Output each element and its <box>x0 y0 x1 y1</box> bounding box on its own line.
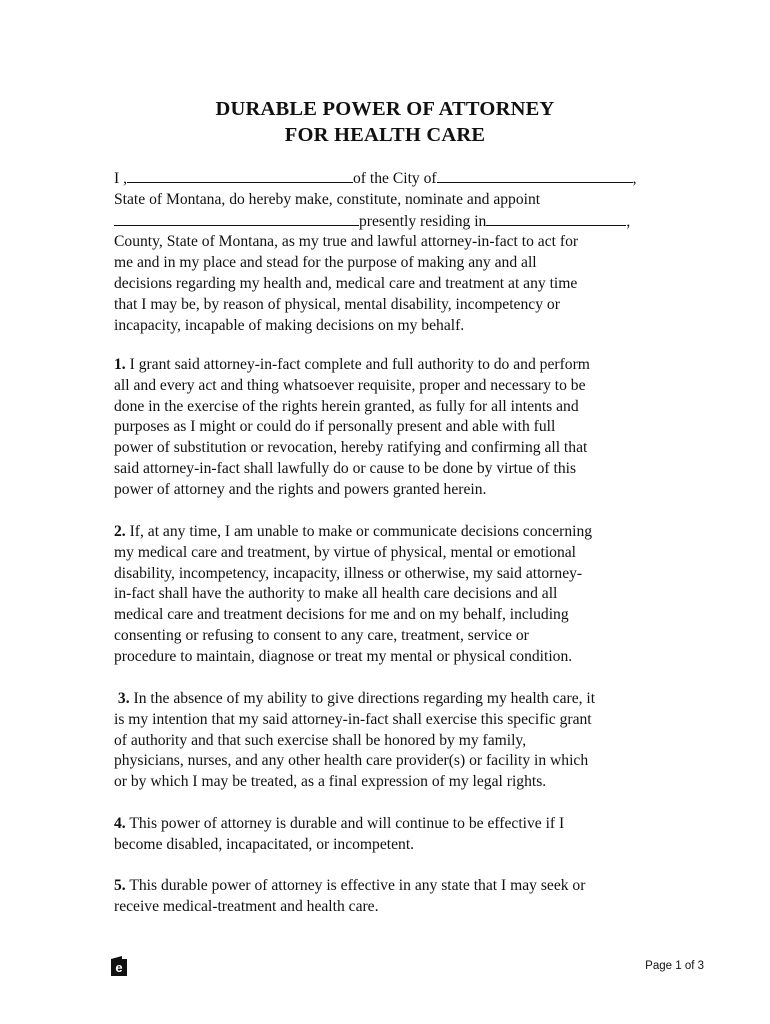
section-number: 3. <box>117 690 130 707</box>
intro-line-6: decisions regarding my health and, medical care and treatment at any time <box>114 274 578 292</box>
name-blank[interactable] <box>127 168 353 183</box>
document-title-line2: FOR HEALTH CARE <box>284 124 486 146</box>
section-line: consenting or refusing to consent to any care, treatment, service or <box>114 626 529 644</box>
section-1 <box>114 355 659 501</box>
section-line: become disabled, incapacitated, or incompetent. <box>114 835 415 853</box>
section-line: is my intention that my said attorney-in-fact shall exercise this specific grant <box>114 710 592 728</box>
section-text: This power of attorney is durable and will continue to be effective if I <box>125 815 565 832</box>
section-line <box>114 355 659 376</box>
section-line: medical care and treatment decisions for me and on my behalf, including <box>114 606 569 624</box>
section-text: I grant said attorney-in-fact complete and full authority to do and perform <box>125 356 590 373</box>
intro-comma-1: , <box>632 170 637 187</box>
intro-text-i: I , <box>114 170 127 187</box>
eforms-logo-icon <box>111 956 127 976</box>
section-line: of authority and that such exercise shall be honored by my family, <box>114 731 527 749</box>
section-3 <box>114 689 659 793</box>
section-line <box>114 689 659 710</box>
section-line <box>114 814 659 835</box>
section-line: receive medical-treatment and health care. <box>114 897 379 915</box>
intro-line-5: me and in my place and stead for the purpose of making any and all <box>114 254 537 272</box>
intro-line-8: incapacity, incapable of making decisions on my behalf. <box>114 316 465 334</box>
section-line: disability, incompetency, incapacity, illness or otherwise, my said attorney- <box>114 564 583 582</box>
section-line: purposes as I might or could do if personally present and able with full <box>114 418 556 436</box>
section-text: If, at any time, I am unable to make or communicate decisions concerning <box>125 523 593 540</box>
section-number: 5. <box>114 877 126 894</box>
section-line <box>114 522 659 543</box>
section-line: or by which I may be treated, as a final expression of my legal rights. <box>114 773 547 791</box>
svg-text:e: e <box>115 960 123 975</box>
document-title-line1: DURABLE POWER OF ATTORNEY <box>215 98 555 120</box>
section-line: physicians, nurses, and any other health care provider(s) or facility in which <box>114 752 589 770</box>
section-line: done in the exercise of the rights herein granted, as fully for all intents and <box>114 397 579 415</box>
section-2 <box>114 522 659 668</box>
section-line: power of attorney and the rights and powers granted herein. <box>114 480 487 498</box>
section-number: 4. <box>114 815 126 832</box>
intro-line-4: County, State of Montana, as my true and lawful attorney-in-fact to act for <box>114 233 579 251</box>
section-number: 2. <box>114 523 126 540</box>
intro-text-residing: presently residing in <box>359 212 487 230</box>
section-line: procedure to maintain, diagnose or treat my mental or physical condition. <box>114 647 573 665</box>
section-4 <box>114 814 659 856</box>
section-number: 1. <box>114 356 126 373</box>
section-line: all and every act and thing whatsoever requisite, proper and necessary to be <box>114 376 586 394</box>
section-line: my medical care and treatment, by virtue of physical, mental or emotional <box>114 543 577 561</box>
intro-line-3 <box>114 211 659 233</box>
intro-comma-2: , <box>626 212 631 230</box>
attorney-name-blank[interactable] <box>114 211 359 226</box>
section-line: said attorney-in-fact shall lawfully do or cause to be done by virtue of this <box>114 459 577 477</box>
intro-line-2: State of Montana, do hereby make, constitute, nominate and appoint <box>114 190 541 208</box>
section-line <box>114 876 659 897</box>
city-blank[interactable] <box>437 168 633 183</box>
county-blank[interactable] <box>486 211 626 226</box>
section-line: in-fact shall have the authority to make all health care decisions and all <box>114 585 558 603</box>
intro-line-7: that I may be, by reason of physical, mental disability, incompetency or <box>114 295 560 313</box>
section-text: This durable power of attorney is effective in any state that I may seek or <box>125 877 586 894</box>
section-line: power of substitution or revocation, hereby ratifying and confirming all that <box>114 439 588 457</box>
intro-text-city: of the City of <box>353 170 437 187</box>
intro-line-1 <box>114 168 659 190</box>
section-5 <box>114 876 659 918</box>
section-text: In the absence of my ability to give directions regarding my health care, it <box>129 690 596 707</box>
page-number: Page 1 of 3 <box>645 960 704 972</box>
